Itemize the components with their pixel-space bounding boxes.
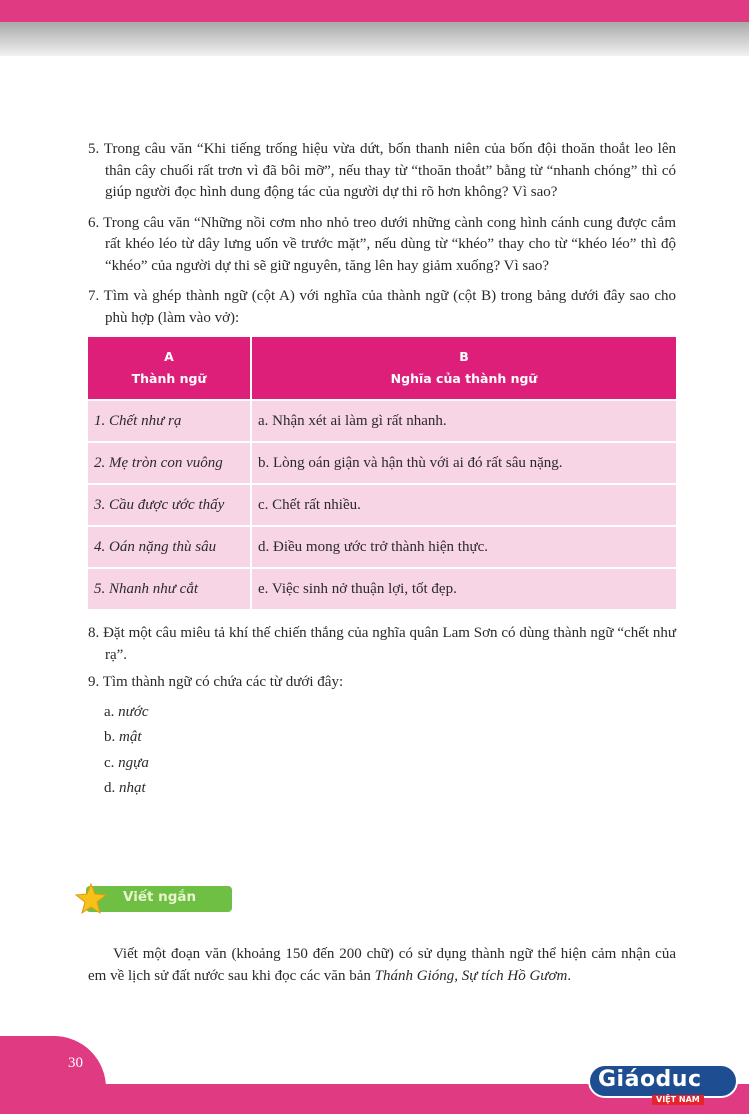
- question-8: 8. Đặt một câu miêu tả khí thế chiến thắng của nghĩa quân Lam Sơn có dùng thành ngữ “chết như rạ”.: [88, 625, 676, 663]
- question-5: 5. Trong câu văn “Khi tiếng trống hiệu vừa dứt, bốn thanh niên của bốn đội thoăn thoắt leo lên thân cây chuối rất trơn vì đã bôi mỡ”, nếu thay từ “thoăn thoắt” bằng từ “nhanh chóng” thì có giúp người đọc hình dung động tác của người dự thi rõ hơn không? Vì sao?: [88, 141, 676, 200]
- table-row: [88, 485, 676, 527]
- table-row: [88, 569, 676, 611]
- list-item: [104, 751, 676, 777]
- column-b-letter: B: [459, 349, 469, 364]
- column-a-title: Thành ngữ: [131, 371, 207, 386]
- paragraph-works: Thánh Gióng, Sự tích Hồ Gươm: [374, 968, 568, 984]
- column-b-title: Nghĩa của thành ngữ: [390, 371, 538, 386]
- table-row: [88, 443, 676, 485]
- idiom-cell: 5. Nhanh như cắt: [88, 569, 252, 611]
- table-row: [88, 401, 676, 443]
- list-item: [104, 725, 676, 751]
- option-word: mật: [119, 729, 142, 745]
- page-number: 30: [68, 1055, 83, 1071]
- column-a-header: [88, 337, 252, 401]
- option-word: nhạt: [119, 780, 146, 796]
- column-b-header: [252, 337, 676, 401]
- logo-text: Giáoduc: [598, 1067, 702, 1092]
- option-word: ngựa: [118, 754, 149, 771]
- question-7: 7. Tìm và ghép thành ngữ (cột A) với nghĩa của thành ngữ (cột B) trong bảng dưới đây sao cho phù hợp (làm vào vở):: [88, 288, 676, 326]
- column-a-letter: A: [164, 349, 174, 364]
- top-shadow: [0, 22, 749, 56]
- logo-subtext: VIỆT NAM: [652, 1095, 704, 1105]
- paragraph-text: Viết một đoạn văn (khoảng 150 đến 200 chữ) có sử dụng thành ngữ thể hiện cảm nhận của em về lịch sử đất nước sau khi đọc các văn bản: [88, 946, 676, 984]
- table-header-row: [88, 337, 676, 401]
- option-letter: c.: [104, 754, 115, 771]
- meaning-cell: e. Việc sinh nở thuận lợi, tốt đẹp.: [252, 569, 676, 611]
- star-icon: [74, 882, 108, 916]
- idiom-cell: 2. Mẹ tròn con vuông: [88, 443, 252, 485]
- meaning-cell: a. Nhận xét ai làm gì rất nhanh.: [252, 401, 676, 443]
- page-number-tab: [0, 1036, 106, 1114]
- writing-task-paragraph: [88, 943, 676, 987]
- question-6: 6. Trong câu văn “Những nồi cơm nho nhỏ treo dưới những cành cong hình cánh cung được cắm rất khéo léo từ dây lưng uốn về trước mặt”, nếu dùng từ “khéo” thay cho từ “khéo léo” thì độ “khéo” của người dự thi sẽ giữ nguyên, tăng lên hay giảm xuống? Vì sao?: [88, 214, 676, 274]
- question-9-options: [104, 700, 676, 802]
- publisher-logo: [588, 1064, 738, 1106]
- paragraph-end: .: [567, 968, 572, 984]
- option-letter: a.: [104, 703, 115, 720]
- page-content: [88, 139, 676, 802]
- section-heading-label: Viết ngắn: [123, 889, 197, 905]
- idiom-cell: 3. Cầu được ước thấy: [88, 485, 252, 527]
- meaning-cell: d. Điều mong ước trở thành hiện thực.: [252, 527, 676, 569]
- option-letter: d.: [104, 780, 116, 796]
- list-item: [104, 700, 676, 726]
- table-row: [88, 527, 676, 569]
- idiom-table: [88, 337, 676, 611]
- list-item: [104, 776, 676, 802]
- idiom-cell: 4. Oán nặng thù sâu: [88, 527, 252, 569]
- idiom-cell: 1. Chết như rạ: [88, 401, 252, 443]
- option-letter: b.: [104, 729, 116, 745]
- question-9: 9. Tìm thành ngữ có chứa các từ dưới đây:: [88, 674, 344, 690]
- option-word: nước: [118, 703, 149, 720]
- meaning-cell: c. Chết rất nhiều.: [252, 485, 676, 527]
- meaning-cell: b. Lòng oán giận và hận thù với ai đó rất sâu nặng.: [252, 443, 676, 485]
- top-decor-band: [0, 0, 749, 22]
